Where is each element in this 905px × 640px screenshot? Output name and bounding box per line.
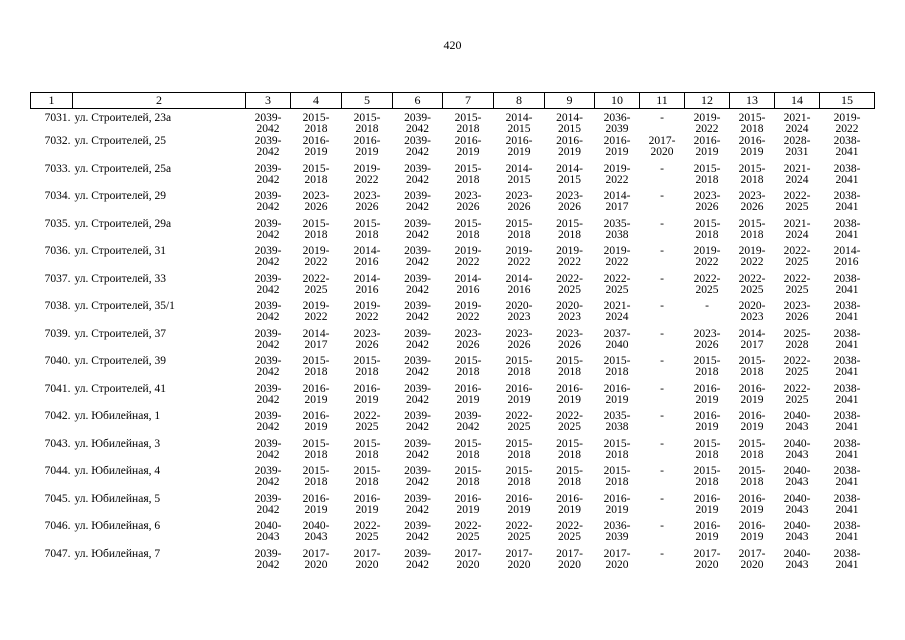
period-cell: - [660,190,664,202]
address-cell: ул. Строителей, 37 [74,327,166,340]
period-cell: 2015- 2018 [693,217,721,241]
period-cell: 2022- 2025 [556,410,583,433]
period-cell: 2014- 2016 [505,272,533,296]
period-cell: 2015- 2018 [454,217,482,241]
column-header-10: 10 [595,93,640,109]
period-cell: 2038- 2041 [833,355,861,378]
period-cell: 2040- 2043 [783,465,811,488]
period-cell: 2039- 2042 [254,300,282,323]
address-cell: ул. Юбилейная, 1 [74,410,161,422]
period-cell: 2040- 2043 [783,410,811,433]
period-cell: - [660,465,664,477]
period-cell: 2019- 2022 [603,245,631,268]
table-row [31,329,875,357]
period-cell: 2017- 2020 [454,547,482,571]
period-cell: 2019- 2022 [302,245,330,268]
period-cell: 2040- 2043 [254,520,282,543]
period-cell: 2015- 2018 [302,437,330,461]
period-cell: 2035- 2038 [603,217,631,241]
column-header-8: 8 [494,93,545,109]
period-cell: 2023- 2026 [693,190,721,213]
period-cell: 2039- 2042 [404,190,431,213]
period-cell: 2015- 2018 [454,355,482,378]
period-cell: 2015- 2018 [302,465,330,488]
period-cell: 2014- 2017 [603,190,631,213]
period-cell: 2039- 2042 [254,245,282,268]
period-cell: 2036- 2039 [603,112,631,135]
period-cell: - [705,300,709,312]
period-cell: 2039- 2042 [254,327,282,351]
table-row [31,136,875,164]
period-cell: 2038- 2041 [833,135,861,158]
period-cell: 2016- 2019 [738,492,766,516]
period-cell: 2023- 2026 [302,190,330,213]
period-cell: 2039- 2042 [254,355,282,378]
period-cell: - [660,355,664,367]
period-cell: 2039- 2042 [254,437,282,461]
period-cell: 2016- 2019 [693,520,721,543]
period-cell: 2015- 2018 [556,217,583,241]
address-cell: ул. Строителей, 35/1 [74,300,175,312]
period-cell: 2019- 2022 [302,300,330,323]
period-cell: - [660,217,664,230]
schedule-table [30,92,875,576]
period-cell: 2022- 2025 [302,272,330,296]
table-row [31,274,875,302]
period-cell: 2015- 2018 [693,355,721,378]
period-cell: 2038- 2041 [833,190,861,213]
period-cell: 2039- 2042 [254,492,282,516]
period-cell: 2028- 2031 [783,135,811,158]
period-cell: 2025- 2028 [783,327,811,351]
period-cell: 2014- 2016 [454,272,482,296]
period-cell: 2038- 2041 [833,327,861,351]
period-cell: 2039- 2042 [404,520,431,543]
period-cell: 2040- 2043 [783,437,811,461]
table-row [31,411,875,439]
period-cell: 2019- 2022 [603,162,631,186]
table-row [31,164,875,192]
address-cell: ул. Строителей, 25а [74,162,172,175]
period-cell: 2022- 2025 [783,382,811,406]
period-cell: 2015- 2018 [302,112,330,135]
period-cell: 2015- 2018 [454,112,482,135]
table-row [31,549,875,577]
address-cell: ул. Юбилейная, 4 [74,465,161,477]
period-cell: 2014- 2016 [833,245,861,268]
period-cell: 2039- 2042 [404,245,431,268]
period-cell: 2021- 2024 [783,217,811,241]
period-cell: 2023- 2026 [454,190,482,213]
period-cell: 2016- 2019 [454,382,482,406]
address-cell: ул. Юбилейная, 7 [74,547,161,560]
row-number: 7046. [44,520,71,532]
column-header-13: 13 [730,93,775,109]
row-number: 7045. [44,492,71,505]
period-cell: 2016- 2019 [353,135,381,158]
period-cell: 2023- 2026 [454,327,482,351]
column-header-3: 3 [246,93,291,109]
period-cell: 2016- 2019 [505,492,533,516]
period-cell: 2021- 2024 [603,300,631,323]
period-cell: 2015- 2018 [603,465,631,488]
row-number: 7036. [44,245,71,257]
table-row [31,439,875,467]
period-cell: 2022- 2025 [783,190,811,213]
column-header-7: 7 [443,93,494,109]
period-cell: 2015- 2018 [738,112,766,135]
column-header-11: 11 [640,93,685,109]
row-number: 7031. [44,112,71,124]
period-cell: 2040- 2043 [783,492,811,516]
period-cell: 2015- 2018 [693,162,721,186]
address-cell: ул. Юбилейная, 6 [74,520,161,532]
period-cell: 2023- 2026 [353,190,381,213]
address-cell: ул. Строителей, 23а [74,112,172,124]
period-cell: 2015- 2018 [505,355,533,378]
period-cell: 2016- 2019 [556,135,583,158]
period-cell: 2039- 2042 [404,355,431,378]
period-cell: 2015- 2018 [738,465,766,488]
period-cell: 2019- 2022 [353,300,381,323]
period-cell: 2039- 2042 [254,162,282,186]
period-cell: 2015- 2018 [353,217,381,241]
period-cell: 2014- 2015 [556,112,583,135]
period-cell: 2039- 2042 [254,410,282,433]
period-cell: 2022- 2025 [556,272,583,296]
period-cell: 2023- 2026 [505,327,533,351]
period-cell: 2015- 2018 [505,465,533,488]
period-cell: 2022- 2025 [783,355,811,378]
row-number: 7041. [44,382,71,395]
table-row [31,246,875,274]
period-cell: 2016- 2019 [693,410,721,433]
period-cell: 2016- 2019 [556,382,583,406]
period-cell: 2022- 2025 [783,245,811,268]
period-cell: 2015- 2018 [738,437,766,461]
column-header-15: 15 [820,93,875,109]
period-cell: - [660,245,664,257]
period-cell: 2017- 2020 [302,547,330,571]
period-cell: 2040- 2043 [302,520,330,543]
period-cell: 2022- 2025 [353,520,381,543]
address-cell: ул. Юбилейная, 3 [74,437,161,450]
period-cell: 2039- 2042 [404,162,431,186]
period-cell: 2039- 2042 [254,112,282,135]
period-cell: 2039- 2042 [404,112,431,135]
period-cell: 2039- 2042 [404,547,431,571]
period-cell: 2016- 2019 [302,410,330,433]
column-header-9: 9 [545,93,595,109]
period-cell: 2020- 2023 [505,300,533,323]
period-cell: 2020- 2023 [738,300,766,323]
period-cell: 2038- 2041 [833,437,861,461]
period-cell: 2039- 2042 [404,272,431,296]
table-row [31,494,875,522]
period-cell: 2021- 2024 [783,112,811,135]
period-cell: 2016- 2019 [353,382,381,406]
period-cell: 2037- 2040 [603,327,631,351]
period-cell: 2039- 2042 [254,272,282,296]
period-cell: 2015- 2018 [353,465,381,488]
period-cell: 2039- 2042 [404,465,431,488]
period-cell: 2016- 2019 [603,382,631,406]
address-cell: ул. Строителей, 25 [74,135,166,147]
period-cell: 2017- 2020 [556,547,583,571]
period-cell: - [660,112,664,124]
address-cell: ул. Строителей, 29 [74,190,166,202]
row-number: 7037. [44,272,71,285]
period-cell: 2014- 2015 [505,162,533,186]
address-cell: ул. Строителей, 31 [74,245,166,257]
address-cell: ул. Строителей, 39 [74,355,166,367]
table-header-row [31,93,875,109]
period-cell: 2023- 2026 [556,327,583,351]
period-cell: - [660,382,664,395]
period-cell: 2015- 2018 [738,355,766,378]
period-cell: 2038- 2041 [833,492,861,516]
row-number: 7038. [44,300,71,312]
address-cell: ул. Строителей, 41 [74,382,166,395]
column-header-1: 1 [31,93,73,109]
period-cell: 2038- 2041 [833,520,861,543]
period-cell: 2019- 2022 [454,245,482,268]
period-cell: 2038- 2041 [833,272,861,296]
address-cell: ул. Юбилейная, 5 [74,492,161,505]
period-cell: 2015- 2018 [738,162,766,186]
table-row [31,191,875,219]
period-cell: 2039- 2042 [404,382,431,406]
period-cell: 2019- 2022 [556,245,583,268]
period-cell: 2039- 2042 [254,217,282,241]
period-cell: 2015- 2018 [556,437,583,461]
period-cell: 2014- 2015 [505,112,533,135]
period-cell: 2017- 2020 [693,547,721,571]
period-cell: 2021- 2024 [783,162,811,186]
period-cell: 2023- 2026 [738,190,766,213]
column-header-12: 12 [685,93,730,109]
period-cell: 2015- 2018 [738,217,766,241]
period-cell: 2040- 2043 [783,547,811,571]
period-cell: 2022- 2025 [603,272,631,296]
period-cell: 2038- 2041 [833,300,861,323]
period-cell: 2016- 2019 [505,382,533,406]
period-cell: 2016- 2019 [738,135,766,158]
period-cell: 2016- 2019 [603,492,631,516]
period-cell: 2019- 2022 [454,300,482,323]
period-cell: 2016- 2019 [556,492,583,516]
period-cell: 2022- 2025 [505,520,533,543]
period-cell: 2016- 2019 [454,492,482,516]
period-cell: 2020- 2023 [556,300,583,323]
period-cell: 2022- 2025 [693,272,721,296]
page-number: 420 [443,38,462,52]
period-cell: 2022- 2025 [783,272,811,296]
period-cell: 2023- 2026 [693,327,721,351]
period-cell: 2039- 2042 [254,190,282,213]
period-cell: 2022- 2025 [353,410,381,433]
period-cell: 2016- 2019 [738,520,766,543]
row-number: 7043. [44,437,71,450]
period-cell: 2038- 2041 [833,465,861,488]
period-cell: 2015- 2018 [353,437,381,461]
period-cell: 2036- 2039 [603,520,631,543]
row-number: 7033. [44,162,71,175]
period-cell: 2014- 2016 [353,272,381,296]
period-cell: 2015- 2018 [693,437,721,461]
table-row [31,219,875,247]
period-cell: 2015- 2018 [302,162,330,186]
period-cell: 2039- 2042 [254,135,282,158]
period-cell: 2016- 2019 [603,135,631,158]
period-cell: 2035- 2038 [603,410,631,433]
table-row [31,521,875,549]
column-header-5: 5 [342,93,393,109]
period-cell: 2016- 2019 [302,492,330,516]
period-cell: 2019- 2022 [693,245,721,268]
period-cell: - [660,547,664,560]
period-cell: 2040- 2043 [783,520,811,543]
period-cell: 2015- 2018 [505,437,533,461]
period-cell: - [660,162,664,175]
period-cell: 2015- 2018 [454,162,482,186]
period-cell: 2019- 2022 [353,162,381,186]
period-cell: 2016- 2019 [738,410,766,433]
period-cell: 2038- 2041 [833,547,861,571]
period-cell: - [660,300,664,312]
table-row [31,109,875,137]
period-cell: 2023- 2026 [556,190,583,213]
period-cell: 2038- 2041 [833,410,861,433]
period-cell: 2015- 2018 [556,355,583,378]
period-cell: 2039- 2042 [454,410,482,433]
period-cell: 2039- 2042 [404,437,431,461]
period-cell: 2015- 2018 [454,465,482,488]
period-cell: 2039- 2042 [404,410,431,433]
period-cell: 2039- 2042 [254,465,282,488]
period-cell: 2039- 2042 [254,382,282,406]
row-number: 7047. [44,547,71,560]
period-cell: 2017- 2020 [353,547,381,571]
period-cell: 2019- 2022 [505,245,533,268]
column-header-14: 14 [775,93,820,109]
period-cell: 2014- 2016 [353,245,381,268]
row-number: 7032. [44,135,71,147]
row-number: 7042. [44,410,71,422]
column-header-4: 4 [291,93,342,109]
period-cell: 2039- 2042 [404,300,431,323]
period-cell: 2015- 2018 [603,355,631,378]
period-cell: 2017- 2020 [738,547,766,571]
period-cell: 2023- 2026 [353,327,381,351]
row-number: 7035. [44,217,71,230]
period-cell: 2039- 2042 [404,217,431,241]
column-header-6: 6 [393,93,443,109]
table-row [31,356,875,384]
row-number: 7034. [44,190,71,202]
address-cell: ул. Строителей, 29а [74,217,172,230]
period-cell: 2016- 2019 [302,382,330,406]
period-cell: 2015- 2018 [353,355,381,378]
period-cell: 2015- 2018 [603,437,631,461]
period-cell: 2016- 2019 [302,135,330,158]
period-cell: 2019- 2022 [693,112,721,135]
period-cell: 2015- 2018 [556,465,583,488]
period-cell: 2039- 2042 [404,327,431,351]
period-cell: 2039- 2042 [404,135,431,158]
period-cell: - [660,272,664,285]
period-cell: 2015- 2018 [302,217,330,241]
period-cell: 2014- 2015 [556,162,583,186]
period-cell: 2038- 2041 [833,382,861,406]
period-cell: 2017- 2020 [505,547,533,571]
period-cell: 2039- 2042 [404,492,431,516]
period-cell: - [660,327,664,340]
table-row [31,301,875,329]
period-cell: 2016- 2019 [738,382,766,406]
period-cell: 2017- 2020 [648,135,676,158]
period-cell: - [660,520,664,532]
period-cell: 2016- 2019 [353,492,381,516]
period-cell: 2038- 2041 [833,162,861,186]
row-number: 7044. [44,465,71,477]
table-row [31,466,875,494]
period-cell: 2019- 2022 [833,112,861,135]
period-cell: - [660,437,664,450]
period-cell: 2019- 2022 [738,245,766,268]
period-cell: 2023- 2026 [783,300,811,323]
period-cell: 2016- 2019 [454,135,482,158]
period-cell: 2022- 2025 [738,272,766,296]
period-cell: 2015- 2018 [454,437,482,461]
period-cell: 2016- 2019 [505,135,533,158]
period-cell: 2038- 2041 [833,217,861,241]
address-cell: ул. Строителей, 33 [74,272,166,285]
period-cell: 2022- 2025 [505,410,533,433]
period-cell: 2022- 2025 [556,520,583,543]
period-cell: 2039- 2042 [254,547,282,571]
period-cell: 2022- 2025 [454,520,482,543]
period-cell: 2014- 2017 [738,327,766,351]
period-cell: 2015- 2018 [505,217,533,241]
period-cell: - [660,410,664,422]
period-cell: 2014- 2017 [302,327,330,351]
period-cell: 2016- 2019 [693,382,721,406]
period-cell: 2015- 2018 [353,112,381,135]
period-cell: - [660,492,664,505]
period-cell: 2016- 2019 [693,492,721,516]
table-body [31,109,875,577]
row-number: 7039. [44,327,71,340]
column-header-2: 2 [73,93,246,109]
period-cell: 2017- 2020 [603,547,631,571]
period-cell: 2023- 2026 [505,190,533,213]
row-number: 7040. [44,355,71,367]
period-cell: 2015- 2018 [693,465,721,488]
period-cell: 2015- 2018 [302,355,330,378]
period-cell: 2016- 2019 [693,135,721,158]
table-row [31,384,875,412]
